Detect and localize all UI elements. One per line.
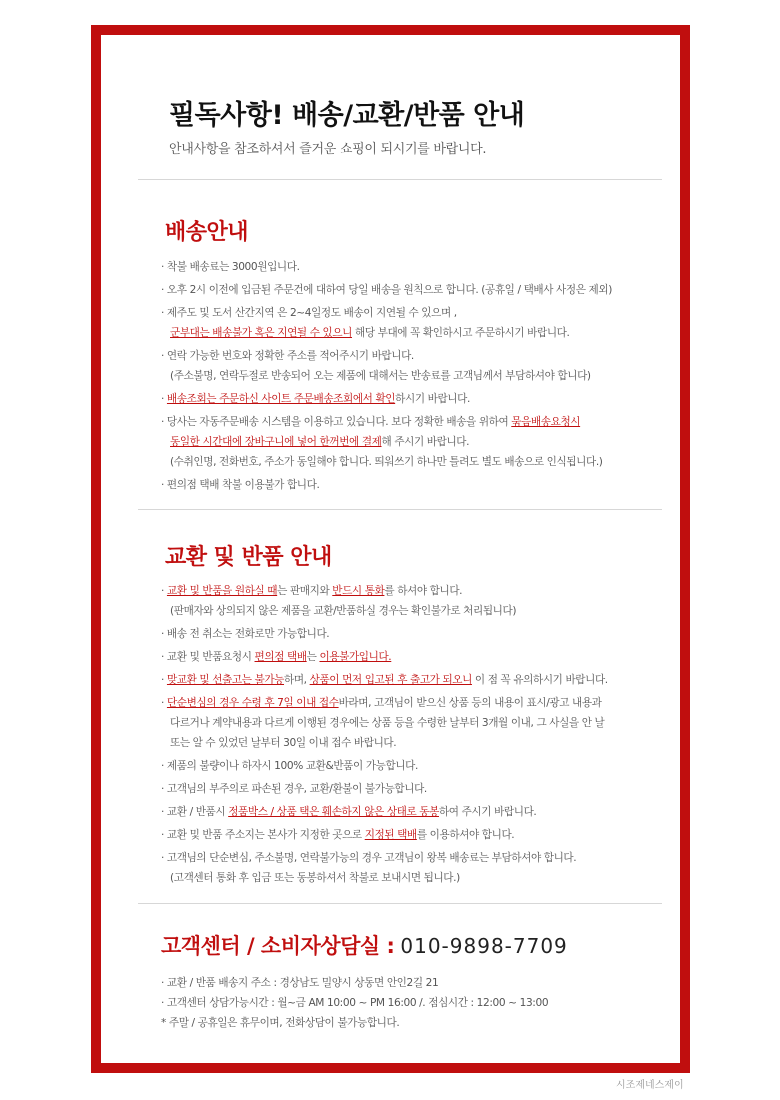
list-text: 는 [306, 651, 320, 663]
highlight-text: 단순변심의 경우 수령 후 7일 이내 접수 [166, 697, 339, 709]
list-item: · 연락 가능한 번호와 정확한 주소를 적어주시기 바랍니다. [161, 350, 414, 362]
list-item [161, 389, 671, 409]
list-text: 해당 부대에 꼭 확인하시고 주문하시기 바랍니다. [352, 327, 570, 339]
list-text: 를 이용하셔야 합니다. [416, 829, 515, 841]
divider [138, 509, 662, 510]
delivery-list [161, 257, 671, 495]
highlight-text: 반드시 통화 [332, 585, 385, 597]
list-item [161, 647, 671, 667]
highlight-text: 편의점 택배 [254, 651, 307, 663]
bullet: · [161, 674, 167, 686]
list-item [161, 432, 671, 452]
list-item: * 주말 / 공휴일은 휴무이며, 전화상담이 불가능합니다. [161, 1017, 400, 1029]
list-item [161, 323, 671, 343]
highlight-text: 배송조회는 주문하신 사이트 주문배송조회에서 확인 [166, 393, 396, 405]
list-item [161, 670, 671, 690]
highlight-text: 정품박스 / 상품 택은 훼손하지 않은 상태로 동봉 [228, 806, 439, 818]
list-item [161, 412, 671, 432]
list-item: 또는 알 수 있었던 날부터 30일 이내 접수 바랍니다. [170, 737, 397, 749]
bullet: · [161, 585, 167, 597]
list-item [161, 581, 671, 601]
highlight-text: 이용불가입니다. [319, 651, 392, 663]
list-text: · 교환 / 반품시 [161, 806, 229, 818]
page-title: 필독사항! 배송/교환/반품 안내 [169, 100, 525, 131]
highlight-text: 동일한 시간대에 장바구니에 넣어 한꺼번에 결제 [170, 436, 382, 448]
contact-list [161, 973, 671, 1033]
highlight-text: 교환 및 반품을 원하실 때 [166, 585, 278, 597]
contact-title [161, 930, 568, 960]
list-text: 하며, [284, 674, 310, 686]
contact-label: 고객센터 / 소비자상담실 : [161, 934, 395, 958]
list-item [161, 802, 671, 822]
divider [138, 179, 662, 180]
highlight-text: 지정된 택배 [364, 829, 417, 841]
list-text: 이 점 꼭 유의하시기 바랍니다. [471, 674, 608, 686]
list-item: · 편의점 택배 착불 이용불가 합니다. [161, 479, 320, 491]
watermark-text: 시조제네스제이 [616, 1080, 684, 1091]
list-item: (주소불명, 연락두절로 반송되어 오는 제품에 대해서는 반송료를 고객님께서 부담하셔야 합니다) [170, 370, 591, 382]
list-item: · 고객님의 단순변심, 주소불명, 연락불가능의 경우 고객님이 왕복 배송료는 부담하셔야 합니다. [161, 852, 577, 864]
list-text: 는 판매지와 [277, 585, 333, 597]
list-item [161, 825, 671, 845]
list-text: 하여 주시기 바랍니다. [438, 806, 537, 818]
notice-frame [91, 25, 690, 1073]
highlight-text: 맞교환 및 선출고는 불가능 [166, 674, 285, 686]
list-item: · 배송 전 취소는 전화로만 가능합니다. [161, 628, 330, 640]
list-text: 를 하셔야 합니다. [384, 585, 463, 597]
bullet: · [161, 697, 167, 709]
returns-section-title: 교환 및 반품 안내 [165, 545, 332, 570]
list-item: · 착불 배송료는 3000원입니다. [161, 261, 300, 273]
list-item: · 오후 2시 이전에 입금된 주문건에 대하여 당일 배송을 원칙으로 합니다. (공휴일 / 택배사 사정은 제외) [161, 284, 612, 296]
list-item: · 고객님의 부주의로 파손된 경우, 교환/환불이 불가능합니다. [161, 783, 427, 795]
list-item: · 교환 / 반품 배송지 주소 : 경상남도 밀양시 상동면 안인2길 21 [161, 977, 439, 989]
list-item: 다르거나 계약내용과 다르게 이행된 경우에는 상품 등을 수령한 날부터 3개월 이내, 그 사실을 안 날 [170, 717, 605, 729]
highlight-text: 상품이 먼저 입고된 후 출고가 되오니 [309, 674, 472, 686]
highlight-text: 묶음배송요청시 [511, 416, 581, 428]
list-item: · 제주도 및 도서 산간지역 은 2~4일정도 배송이 지연될 수 있으며 , [161, 307, 457, 319]
list-item: (수취인명, 전화번호, 주소가 동일해야 합니다. 띄워쓰기 하나만 틀려도 별도 배송으로 인식됩니다.) [170, 456, 603, 468]
list-item: · 제품의 불량이나 하자시 100% 교환&반품이 가능합니다. [161, 760, 418, 772]
list-text: · 교환 및 반품 주소지는 본사가 지정한 곳으로 [161, 829, 365, 841]
divider [138, 903, 662, 904]
list-text: · 교환 및 반품요청시 [161, 651, 255, 663]
delivery-section-title: 배송안내 [165, 220, 249, 245]
list-item [161, 693, 671, 713]
list-text: 해 주시기 바랍니다. [381, 436, 470, 448]
page-subtitle: 안내사항을 참조하셔서 즐거운 쇼핑이 되시기를 바랍니다. [169, 142, 487, 157]
highlight-text: 군부대는 배송불가 혹은 지연될 수 있으니 [170, 327, 353, 339]
list-item: (판매자와 상의되지 않은 제품을 교환/반품하실 경우는 확인불가로 처리됩니다) [170, 605, 517, 617]
list-text: 하시기 바랍니다. [395, 393, 470, 405]
list-item: (고객센터 통화 후 입금 또는 동봉하셔서 착불로 보내시면 됩니다.) [170, 872, 460, 884]
notice-content [101, 35, 680, 1063]
list-text: 바라며, 고객님이 받으신 상품 등의 내용이 표시/광고 내용과 [338, 697, 602, 709]
phone-number: 010-9898-7709 [400, 934, 568, 958]
bullet: · [161, 393, 167, 405]
list-text: · 당사는 자동주문배송 시스템을 이용하고 있습니다. 보다 정확한 배송을 위하여 [161, 416, 512, 428]
list-item: · 고객센터 상담가능시간 : 월~금 AM 10:00 ~ PM 16:00 /. 점심시간 : 12:00 ~ 13:00 [161, 997, 549, 1009]
returns-list [161, 581, 671, 888]
